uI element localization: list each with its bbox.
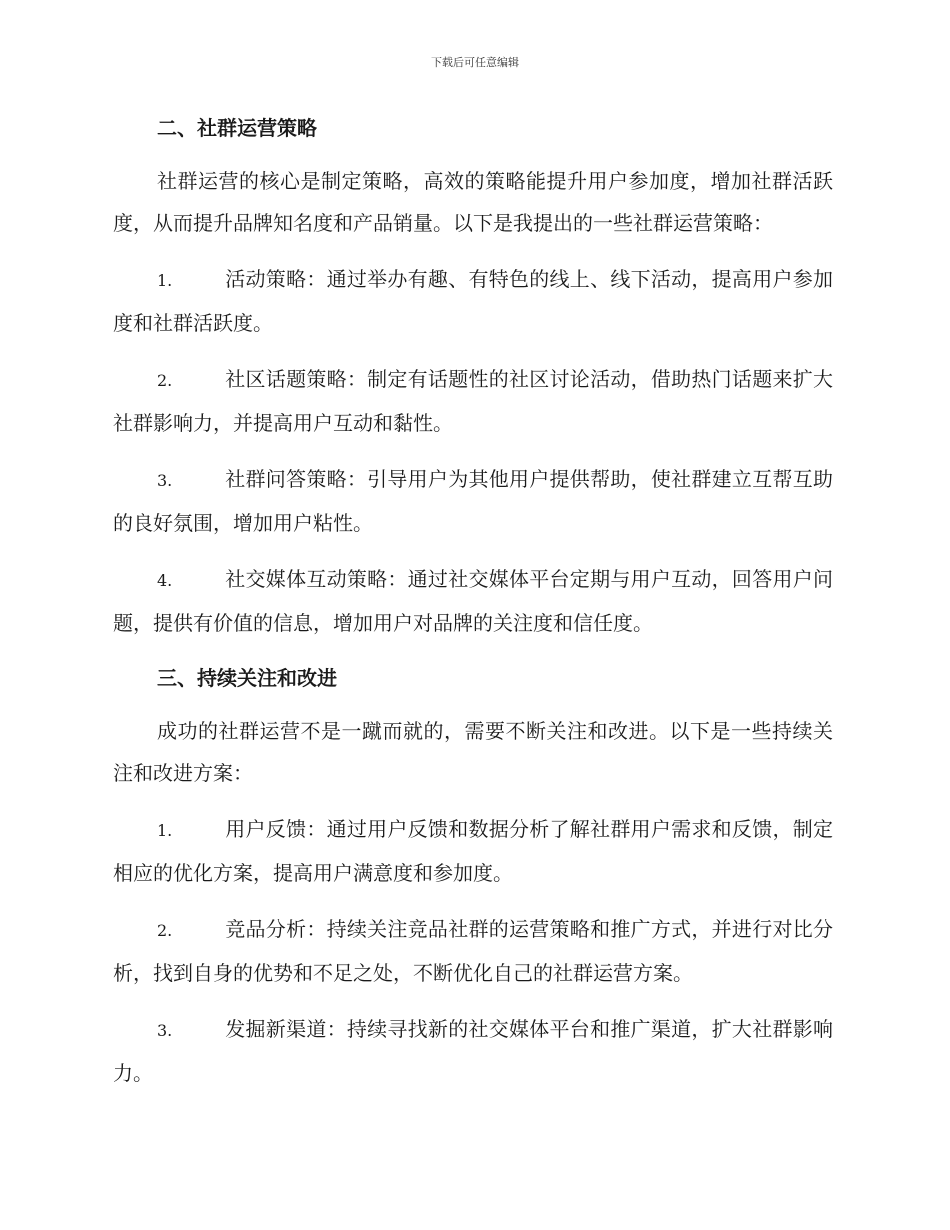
document-body bbox=[113, 108, 833, 1094]
list-item-number: 1. bbox=[157, 821, 173, 840]
section-intro-improve: 成功的社群运营不是一蹴而就的，需要不断关注和改进。以下是一些持续关注和改进方案： bbox=[113, 719, 833, 785]
list-item-number: 3. bbox=[157, 471, 173, 490]
list-item bbox=[113, 908, 833, 994]
list-item bbox=[113, 1008, 833, 1094]
list-item-text: 社交媒体互动策略：通过社交媒体平台定期与用户互动，回答用户问题，提供有价值的信息，增加用户对品牌的关注度和信任度。 bbox=[113, 567, 833, 635]
list-item bbox=[113, 358, 833, 444]
section-intro-strategy: 社群运营的核心是制定策略，高效的策略能提升用户参加度，增加社群活跃度，从而提升品牌知名度和产品销量。以下是我提出的一些社群运营策略： bbox=[113, 169, 833, 235]
list-item-text: 发掘新渠道：持续寻找新的社交媒体平台和推广渠道，扩大社群影响力。 bbox=[113, 1017, 833, 1085]
list-item-text: 社区话题策略：制定有话题性的社区讨论活动，借助热门话题来扩大社群影响力，并提高用户互动和黏性。 bbox=[113, 367, 833, 435]
list-item-text: 竞品分析：持续关注竞品社群的运营策略和推广方式，并进行对比分析，找到自身的优势和不足之处，不断优化自己的社群运营方案。 bbox=[113, 917, 833, 985]
list-item-number: 3. bbox=[157, 1021, 173, 1040]
list-item bbox=[113, 258, 833, 344]
list-item-number: 1. bbox=[157, 271, 173, 290]
section-heading-improve: 三、持续关注和改进 bbox=[157, 666, 337, 690]
list-item-number: 4. bbox=[157, 571, 173, 590]
list-item-text: 用户反馈：通过用户反馈和数据分析了解社群用户需求和反馈，制定相应的优化方案，提高用户满意度和参加度。 bbox=[113, 817, 833, 885]
list-item-number: 2. bbox=[157, 371, 173, 390]
header-note: 下载后可任意编辑 bbox=[431, 56, 519, 69]
list-item-text: 社群问答策略：引导用户为其他用户提供帮助，使社群建立互帮互助的良好氛围，增加用户粘性。 bbox=[113, 467, 833, 535]
list-item bbox=[113, 458, 833, 544]
list-item-number: 2. bbox=[157, 921, 173, 940]
list-item bbox=[113, 558, 833, 644]
list-item bbox=[113, 808, 833, 894]
section-heading-strategy: 二、社群运营策略 bbox=[157, 116, 317, 140]
list-item-text: 活动策略：通过举办有趣、有特色的线上、线下活动，提高用户参加度和社群活跃度。 bbox=[113, 267, 833, 335]
